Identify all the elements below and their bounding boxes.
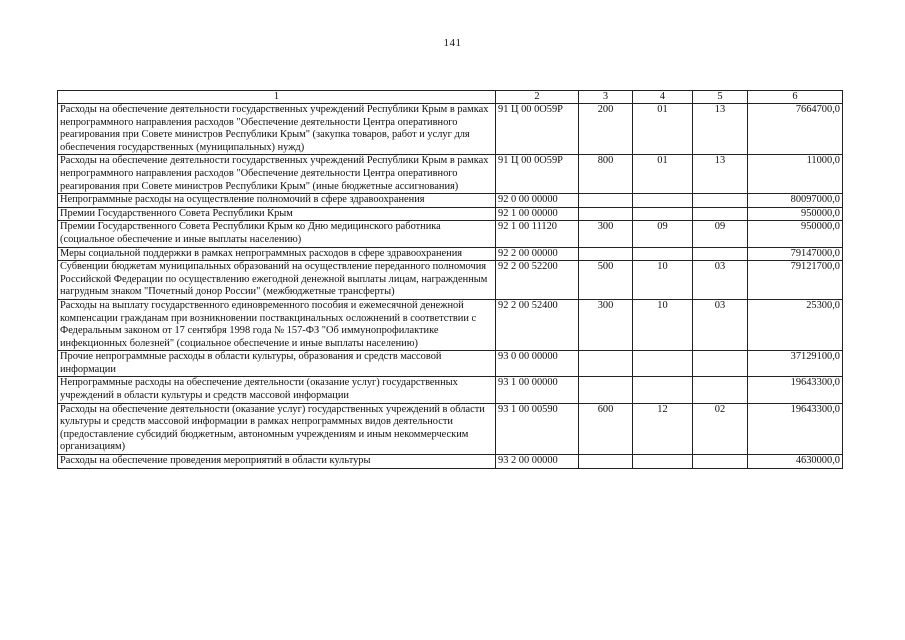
row-col-5: 03 — [693, 261, 748, 300]
row-col-4 — [633, 455, 693, 469]
row-amount: 4630000,0 — [748, 455, 843, 469]
header-col-1: 1 — [58, 91, 496, 104]
row-col-3: 500 — [579, 261, 633, 300]
header-col-5: 5 — [693, 91, 748, 104]
row-col-5 — [693, 455, 748, 469]
row-amount: 950000,0 — [748, 221, 843, 247]
table-row — [58, 155, 843, 194]
row-description: Премии Государственного Совета Республики Крым ко Дню медицинского работника (социальное обеспечение и иные выплаты населению) — [58, 221, 496, 247]
row-col-5: 09 — [693, 221, 748, 247]
table-row — [58, 194, 843, 208]
row-description: Непрограммные расходы на обеспечение деятельности (оказание услуг) государственных учреждений в области культуры и средств массовой информации — [58, 377, 496, 403]
row-description: Расходы на обеспечение деятельности государственных учреждений Республики Крым в рамках непрограммного направления расходов "Обеспечение деятельности Центра оперативного реагирования при Совете министров Республики Крым" (иные бюджетные ассигнования) — [58, 155, 496, 194]
row-description: Меры социальной поддержки в рамках непрограммных расходов в сфере здравоохранения — [58, 247, 496, 261]
row-col-3 — [579, 247, 633, 261]
row-col-4 — [633, 351, 693, 377]
row-col-3 — [579, 194, 633, 208]
row-amount: 80097000,0 — [748, 194, 843, 208]
row-amount: 7664700,0 — [748, 104, 843, 155]
row-col-3: 200 — [579, 104, 633, 155]
row-col-3 — [579, 377, 633, 403]
row-amount: 37129100,0 — [748, 351, 843, 377]
row-col-4: 01 — [633, 155, 693, 194]
row-col-5 — [693, 351, 748, 377]
row-col-3 — [579, 207, 633, 221]
row-col-4: 09 — [633, 221, 693, 247]
header-row — [58, 91, 843, 104]
table-row — [58, 221, 843, 247]
row-col-4: 01 — [633, 104, 693, 155]
row-code: 91 Ц 00 0О59Р — [496, 104, 579, 155]
row-amount: 19643300,0 — [748, 377, 843, 403]
row-code: 92 2 00 00000 — [496, 247, 579, 261]
row-code: 92 2 00 52400 — [496, 299, 579, 350]
table-row — [58, 299, 843, 350]
row-amount: 79147000,0 — [748, 247, 843, 261]
table-row — [58, 207, 843, 221]
row-col-4 — [633, 207, 693, 221]
page-number: 141 — [443, 37, 462, 49]
table-row — [58, 377, 843, 403]
row-description: Премии Государственного Совета Республики Крым — [58, 207, 496, 221]
row-amount: 79121700,0 — [748, 261, 843, 300]
table-row — [58, 247, 843, 261]
row-code: 92 2 00 52200 — [496, 261, 579, 300]
row-description: Прочие непрограммные расходы в области культуры, образования и средств массовой информации — [58, 351, 496, 377]
row-col-5: 02 — [693, 403, 748, 454]
row-col-5: 13 — [693, 155, 748, 194]
row-code: 92 1 00 11120 — [496, 221, 579, 247]
row-code: 92 0 00 00000 — [496, 194, 579, 208]
header-col-6: 6 — [748, 91, 843, 104]
row-col-4 — [633, 247, 693, 261]
row-col-5: 03 — [693, 299, 748, 350]
row-col-5: 13 — [693, 104, 748, 155]
row-col-4: 10 — [633, 299, 693, 350]
row-col-3: 800 — [579, 155, 633, 194]
row-code: 93 1 00 00590 — [496, 403, 579, 454]
row-col-4: 10 — [633, 261, 693, 300]
row-description: Субвенции бюджетам муниципальных образований на осуществление переданного полномочия Российской Федерации по осуществлению ежегодной денежной выплаты лицам, награжденным нагрудным знаком "Почетный донор России" (межбюджетные трансферты) — [58, 261, 496, 300]
row-description: Расходы на обеспечение проведения мероприятий в области культуры — [58, 455, 496, 469]
table-row — [58, 403, 843, 454]
row-col-3: 600 — [579, 403, 633, 454]
row-col-3 — [579, 455, 633, 469]
row-col-3 — [579, 351, 633, 377]
header-col-2: 2 — [496, 91, 579, 104]
row-col-4 — [633, 377, 693, 403]
row-col-5 — [693, 377, 748, 403]
header-col-3: 3 — [579, 91, 633, 104]
row-amount: 11000,0 — [748, 155, 843, 194]
row-description: Расходы на обеспечение деятельности (оказание услуг) государственных учреждений в области культуры и средств массовой информации в рамках непрограммных видов деятельности (предоставление субсидий бюджетным, автономным учреждениям и иным некоммерческим организациям) — [58, 403, 496, 454]
table-row — [58, 455, 843, 469]
row-col-5 — [693, 247, 748, 261]
row-col-3: 300 — [579, 221, 633, 247]
row-code: 92 1 00 00000 — [496, 207, 579, 221]
row-amount: 25300,0 — [748, 299, 843, 350]
row-col-5 — [693, 194, 748, 208]
row-code: 93 2 00 00000 — [496, 455, 579, 469]
row-col-3: 300 — [579, 299, 633, 350]
row-code: 91 Ц 00 0О59Р — [496, 155, 579, 194]
row-col-5 — [693, 207, 748, 221]
row-description: Непрограммные расходы на осуществление полномочий в сфере здравоохранения — [58, 194, 496, 208]
row-amount: 950000,0 — [748, 207, 843, 221]
budget-table — [57, 90, 843, 469]
row-description: Расходы на выплату государственного единовременного пособия и ежемесячной денежной компенсации гражданам при возникновении поствакцинальных осложнений в соответствии с Федеральным законом от 17 сентября 1998 года № 157-ФЗ "Об иммунопрофилактике инфекционных болезней" (социальное обеспечение и иные выплаты населению) — [58, 299, 496, 350]
row-description: Расходы на обеспечение деятельности государственных учреждений Республики Крым в рамках непрограммного направления расходов "Обеспечение деятельности Центра оперативного реагирования при Совете министров Республики Крым" (закупка товаров, работ и услуг для обеспечения государственных (муниципальных) нужд) — [58, 104, 496, 155]
table-row — [58, 261, 843, 300]
table-row — [58, 104, 843, 155]
header-col-4: 4 — [633, 91, 693, 104]
row-amount: 19643300,0 — [748, 403, 843, 454]
row-code: 93 1 00 00000 — [496, 377, 579, 403]
row-col-4: 12 — [633, 403, 693, 454]
table-row — [58, 351, 843, 377]
row-col-4 — [633, 194, 693, 208]
row-code: 93 0 00 00000 — [496, 351, 579, 377]
